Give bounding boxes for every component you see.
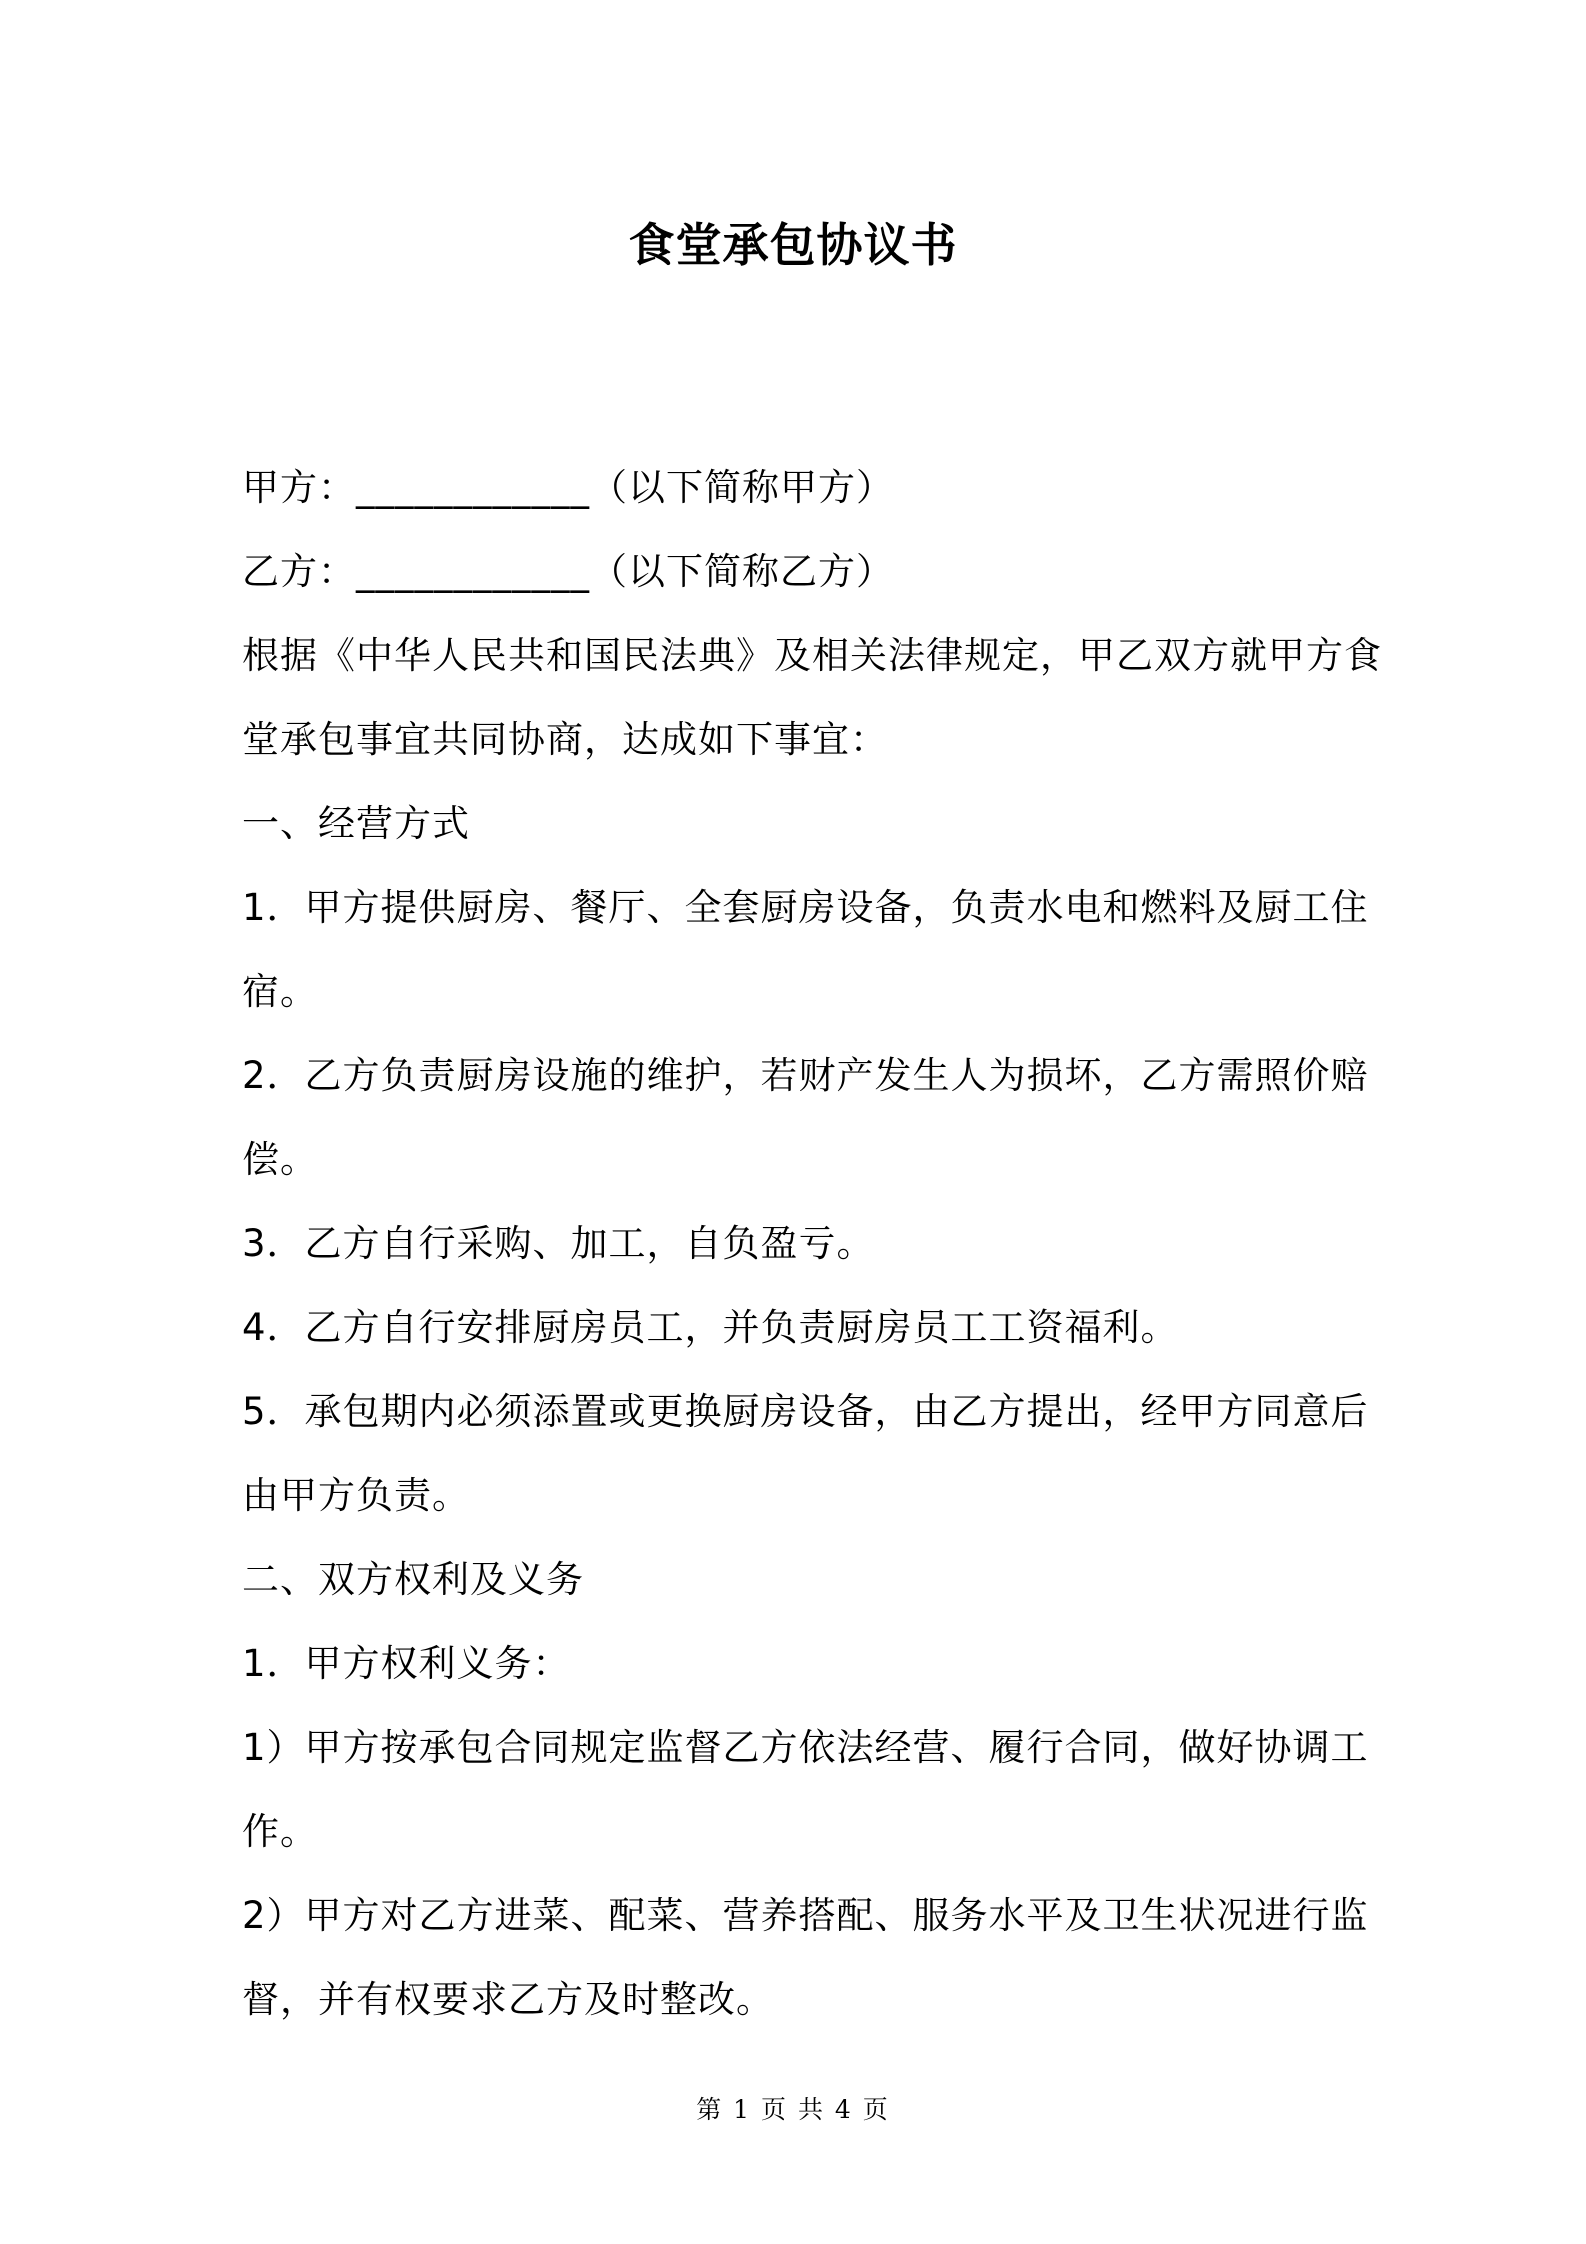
document-body	[242, 446, 1382, 2042]
party-a-right-1-line-2: 作。	[242, 1810, 318, 1853]
party-a-right-1-line-1: 1）甲方按承包合同规定监督乙方依法经营、履行合同，做好协调工	[242, 1726, 1369, 1769]
party-a-line: 甲方：____________（以下简称甲方）	[242, 466, 894, 509]
clause-1-line-2: 宿。	[242, 970, 318, 1013]
page-number-footer: 第 1 页 共 4 页	[696, 2095, 890, 2124]
party-a-right-2-line-1: 2）甲方对乙方进菜、配菜、营养搭配、服务水平及卫生状况进行监	[242, 1894, 1369, 1937]
clause-5-line-2: 由甲方负责。	[242, 1474, 470, 1517]
party-a-rights-heading: 1．甲方权利义务：	[242, 1642, 571, 1685]
clause-4: 4．乙方自行安排厨房员工，并负责厨房员工工资福利。	[242, 1306, 1179, 1349]
party-a-right-2-line-2: 督，并有权要求乙方及时整改。	[242, 1978, 774, 2021]
party-b-line: 乙方：____________（以下简称乙方）	[242, 550, 894, 593]
clause-3: 3．乙方自行采购、加工，自负盈亏。	[242, 1222, 875, 1265]
preamble-line-1: 根据《中华人民共和国民法典》及相关法律规定，甲乙双方就甲方食	[242, 634, 1382, 677]
section-heading-operation: 一、经营方式	[242, 802, 470, 845]
clause-2-line-1: 2．乙方负责厨房设施的维护，若财产发生人为损坏，乙方需照价赔	[242, 1054, 1369, 1097]
preamble-line-2: 堂承包事宜共同协商，达成如下事宜：	[242, 718, 888, 761]
clause-1-line-1: 1．甲方提供厨房、餐厅、全套厨房设备，负责水电和燃料及厨工住	[242, 886, 1369, 929]
clause-5-line-1: 5．承包期内必须添置或更换厨房设备，由乙方提出，经甲方同意后	[242, 1390, 1369, 1433]
clause-2-line-2: 偿。	[242, 1138, 318, 1181]
section-heading-rights: 二、双方权利及义务	[242, 1558, 584, 1601]
document-title: 食堂承包协议书	[628, 218, 958, 272]
